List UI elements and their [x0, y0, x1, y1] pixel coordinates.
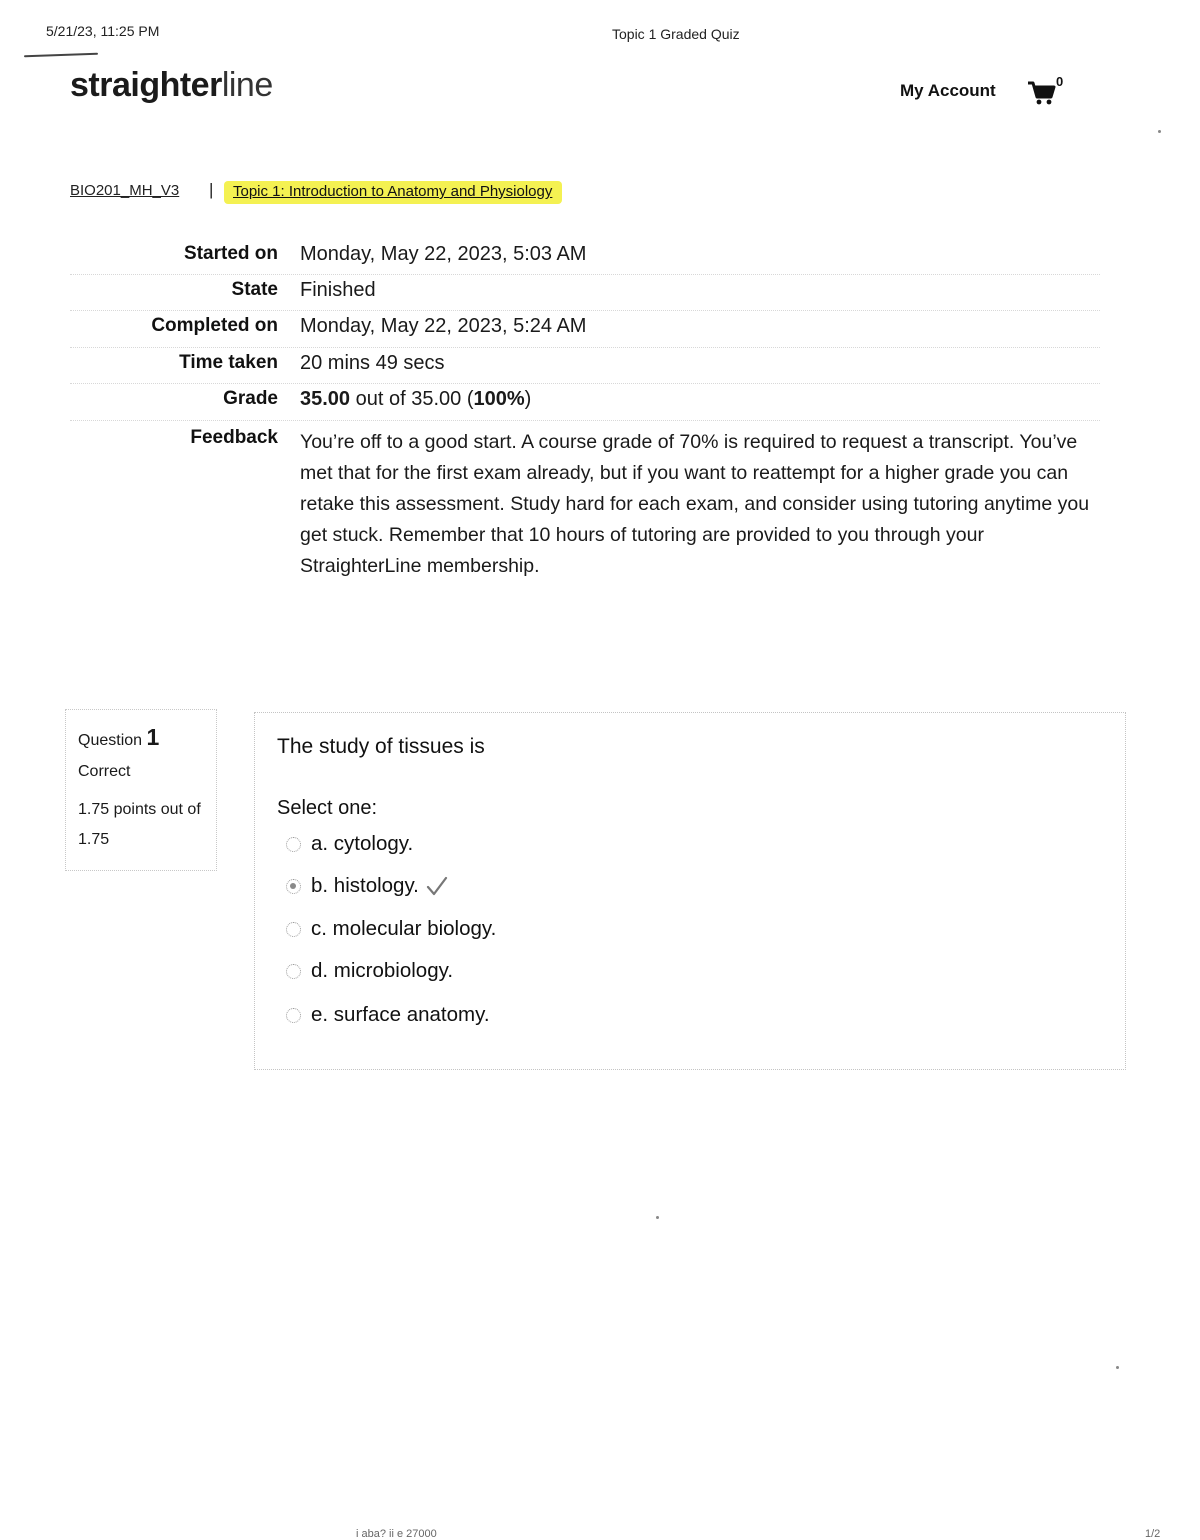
- question-label: Question: [78, 732, 147, 749]
- scan-speck: [656, 1216, 659, 1219]
- logo-text-light: line: [221, 66, 273, 104]
- time-taken-value: 20 mins 49 secs: [300, 352, 445, 374]
- completed-on-label: Completed on: [151, 315, 278, 336]
- scan-speck: [1116, 1366, 1119, 1369]
- question-state: Correct: [78, 763, 131, 780]
- answer-option-label: e. surface anatomy.: [311, 1003, 490, 1026]
- grade-close-paren: ): [524, 388, 532, 410]
- breadcrumb-course-link[interactable]: BIO201_MH_V3: [70, 182, 180, 199]
- page-number: 1/2: [1145, 1528, 1161, 1540]
- answer-option-label: c. molecular biology.: [311, 917, 497, 940]
- answer-option-label: a. cytology.: [311, 832, 414, 855]
- answer-option-b[interactable]: [286, 874, 449, 898]
- print-datetime: 5/21/23, 11:25 PM: [46, 23, 160, 39]
- feedback-label: Feedback: [190, 427, 278, 448]
- grade-score: 35.00: [300, 388, 351, 410]
- summary-row-started: [70, 238, 1100, 275]
- grade-value: [300, 384, 1100, 411]
- state-label: State: [231, 279, 278, 300]
- breadcrumb-topic-link[interactable]: Topic 1: Introduction to Anatomy and Physiology: [233, 183, 553, 200]
- radio-button-selected[interactable]: [286, 879, 301, 894]
- started-on-value: Monday, May 22, 2023, 5:03 AM: [300, 243, 587, 265]
- question-grade: 1.75 points out of 1.75: [78, 801, 201, 848]
- question-number-value: 1: [146, 724, 160, 750]
- quiz-summary-table: [70, 238, 1100, 582]
- answer-option-e[interactable]: [286, 1003, 490, 1027]
- answer-option-d[interactable]: [286, 959, 453, 983]
- feedback-text: You’re off to a good start. A course grade of 70% is required to request a transcript. You’ve met that for the first exam already, but if you want to reattempt for a higher grade you can retake this assessment. Study hard for each exam, and consider using tutoring anytime you get stuck. Remember that 10 hours of tutoring are provided to you through your StraighterLine membership.: [300, 431, 1090, 577]
- straighterline-logo[interactable]: [70, 66, 273, 105]
- answer-option-c[interactable]: [286, 917, 496, 941]
- summary-row-time-taken: [70, 348, 1100, 384]
- radio-button[interactable]: [286, 1008, 301, 1023]
- grade-percent: 100%: [473, 388, 525, 410]
- summary-row-feedback: [70, 421, 1100, 582]
- summary-row-state: [70, 275, 1100, 311]
- answer-option-a[interactable]: [286, 832, 413, 856]
- grade-out-of: out of 35.00 (: [350, 388, 474, 410]
- radio-button[interactable]: [286, 964, 301, 979]
- question-text: The study of tissues is: [277, 735, 485, 758]
- summary-row-grade: [70, 384, 1100, 421]
- question-info-box: [65, 709, 217, 871]
- breadcrumb-topic-highlight: [224, 181, 562, 204]
- cart-count-badge: 0: [1056, 74, 1064, 89]
- print-page-title: Topic 1 Graded Quiz: [612, 26, 740, 42]
- question-number: [78, 724, 216, 751]
- summary-row-completed: [70, 311, 1100, 348]
- select-one-prompt: Select one:: [277, 797, 378, 819]
- answer-option-label: b. histology.: [311, 874, 419, 897]
- shopping-cart-icon[interactable]: [1026, 78, 1058, 108]
- completed-on-value: Monday, May 22, 2023, 5:24 AM: [300, 315, 587, 337]
- page-footer-text: i aba? ii e 27000: [356, 1528, 437, 1540]
- scan-speck: [1158, 130, 1161, 133]
- radio-button[interactable]: [286, 837, 301, 852]
- pen-mark: [24, 53, 98, 58]
- logo-text-bold: straighter: [70, 66, 222, 104]
- breadcrumb-separator: |: [209, 180, 214, 199]
- answer-option-label: d. microbiology.: [311, 959, 454, 982]
- state-value: Finished: [300, 279, 376, 301]
- radio-button[interactable]: [286, 922, 301, 937]
- grade-label: Grade: [223, 388, 278, 409]
- time-taken-label: Time taken: [179, 352, 278, 373]
- my-account-link[interactable]: My Account: [900, 81, 996, 100]
- checkmark-icon: [425, 875, 449, 897]
- started-on-label: Started on: [184, 243, 278, 264]
